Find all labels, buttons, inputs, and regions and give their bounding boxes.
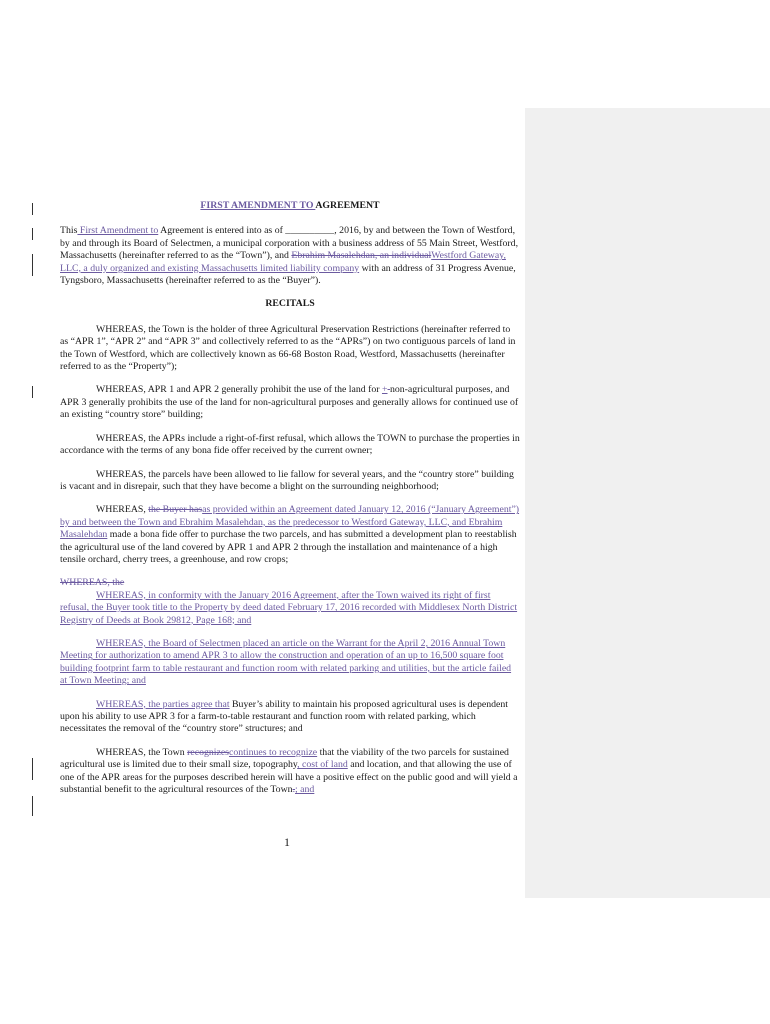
text-run: that the viability of the two parcels for sustained agricultural use is limited due to their small size, topography <box>60 746 509 771</box>
inserted-text: FIRST AMENDMENT TO <box>200 200 316 211</box>
whereas-paragraph-deleted <box>60 577 520 589</box>
inserted-text: WHEREAS, the Board of Selectmen placed an article on the Warrant for the April 2, 2016 Annual Town Meeting for authorization to amend APR 3 to allow the construction and operation of an up to 16,500 square foot building footprint farm to table restaurant and function room with related parking and utilities, but the article failed at Town Meeting; and <box>60 637 512 687</box>
text-run: and location, and that allowing the use of one of the APR areas for the purposes described herein will have a positive effect on the public good and will yield a substantial benefit to the agricultural resources of the Town <box>60 759 518 796</box>
text-run: non-agricultural purposes, and APR 3 generally prohibits the use of the land for non-agricultural purposes and generally allows for continued use of an existing “country store” building; <box>60 384 519 421</box>
inserted-text: continues to recognize <box>229 746 318 758</box>
page-number: 1 <box>284 835 290 849</box>
deleted-text: the Buyer has <box>148 504 203 516</box>
text-run: with an address of 31 Progress Avenue, Tyngsboro, Massachusetts (hereinafter referred to as the “Buyer”). <box>60 262 516 287</box>
deleted-text: WHEREAS, the <box>60 577 125 589</box>
whereas-paragraph-9 <box>60 747 520 797</box>
inserted-text: + <box>381 384 388 396</box>
text-run: Agreement is entered into as of __________, 2016, by and between the Town of Westford, by and through its Board of Selectmen, a municipal corporation with a business address of 55 Main Street, Westford, Massachusetts (hereinafter referred to as the “Town”), and <box>60 225 519 262</box>
whereas-paragraph-1: WHEREAS, the Town is the holder of three Agricultural Preservation Restrictions (hereinafter referred to as “APR 1”, “APR 2” and “APR 3” and collectively referred to as the “APRs”) on two contiguous parcels of land in the Town of Westford, which are collectively known as 66-68 Boston Road, Westford, Massachusetts (hereinafter referred to as the “Property”); <box>60 323 516 373</box>
inserted-text: First Amendment to <box>77 225 159 237</box>
whereas-paragraph-7 <box>60 638 520 688</box>
inserted-text: , cost of land <box>297 759 348 771</box>
whereas-paragraph-8 <box>60 699 520 736</box>
whereas-paragraph-3: WHEREAS, the APRs include a right-of-first refusal, which allows the TOWN to purchase the properties in accordance with the terms of any bona fide offer received by the current owner; <box>60 432 520 457</box>
revision-bar <box>32 203 33 215</box>
recitals-heading: RECITALS <box>265 298 315 310</box>
text-run: WHEREAS, the Town <box>96 746 188 758</box>
intro-paragraph <box>60 225 520 287</box>
whereas-paragraph-5 <box>60 504 520 566</box>
whereas-paragraph-6 <box>60 590 520 627</box>
revision-bar <box>32 796 33 816</box>
text-run: This <box>60 225 78 237</box>
whereas-paragraph-4: WHEREAS, the parcels have been allowed to lie fallow for several years, and the “country store” building is vacant and in disrepair, such that they have become a blight on the surrounding neighborhood; <box>60 468 514 492</box>
document-page <box>60 200 520 807</box>
deleted-text: . <box>292 784 296 796</box>
whereas-paragraph-2 <box>60 384 520 421</box>
inserted-text: WHEREAS, the parties agree that <box>96 698 230 710</box>
text-run: Buyer’s ability to maintain his proposed agricultural uses is dependent upon his ability to use APR 3 for a farm-to-table restaurant and function room with related parking, which necessitates the removal of the “country store” structures; and <box>60 698 509 735</box>
inserted-text: as provided within an Agreement dated January 12, 2016 (“January Agreement”) by and between the Town and Ebrahim Masalehdan, as the predecessor to Westford Gateway, LLC, and Ebrahim Masalehdan <box>60 504 520 541</box>
inserted-text: WHEREAS, in conformity with the January 2016 Agreement, after the Town waived its right of first refusal, the Buyer took title to the Property by deed dated February 17, 2016 recorded with Middlesex North District Registry of Deeds at Book 29812, Page 168; and <box>60 589 518 626</box>
revision-bar <box>32 758 33 780</box>
inserted-text: Westford Gateway, LLC, a duly organized and existing Massachusetts limited liability company <box>60 250 506 274</box>
document-title <box>60 200 520 212</box>
text-run: WHEREAS, <box>96 504 149 516</box>
text-run: WHEREAS, APR 1 and APR 2 generally prohibit the use of the land for <box>96 384 382 396</box>
title-text: AGREEMENT <box>315 200 380 211</box>
deleted-text: Ebrahim Masalehdan, an individual <box>291 250 432 262</box>
revision-bar <box>32 254 33 276</box>
inserted-text: ; and <box>295 784 315 796</box>
comments-markup-pane <box>525 108 770 898</box>
text-run: made a bona fide offer to purchase the two parcels, and has submitted a development plan to reestablish the agricultural use of the land covered by APR 1 and APR 2 through the installation and maintenance of a high tensile orchard, cherry trees, a greenhouse, and row crops; <box>60 529 517 565</box>
revision-bar <box>32 386 33 398</box>
revision-bar <box>32 228 33 240</box>
deleted-text: recognizes <box>187 746 229 758</box>
